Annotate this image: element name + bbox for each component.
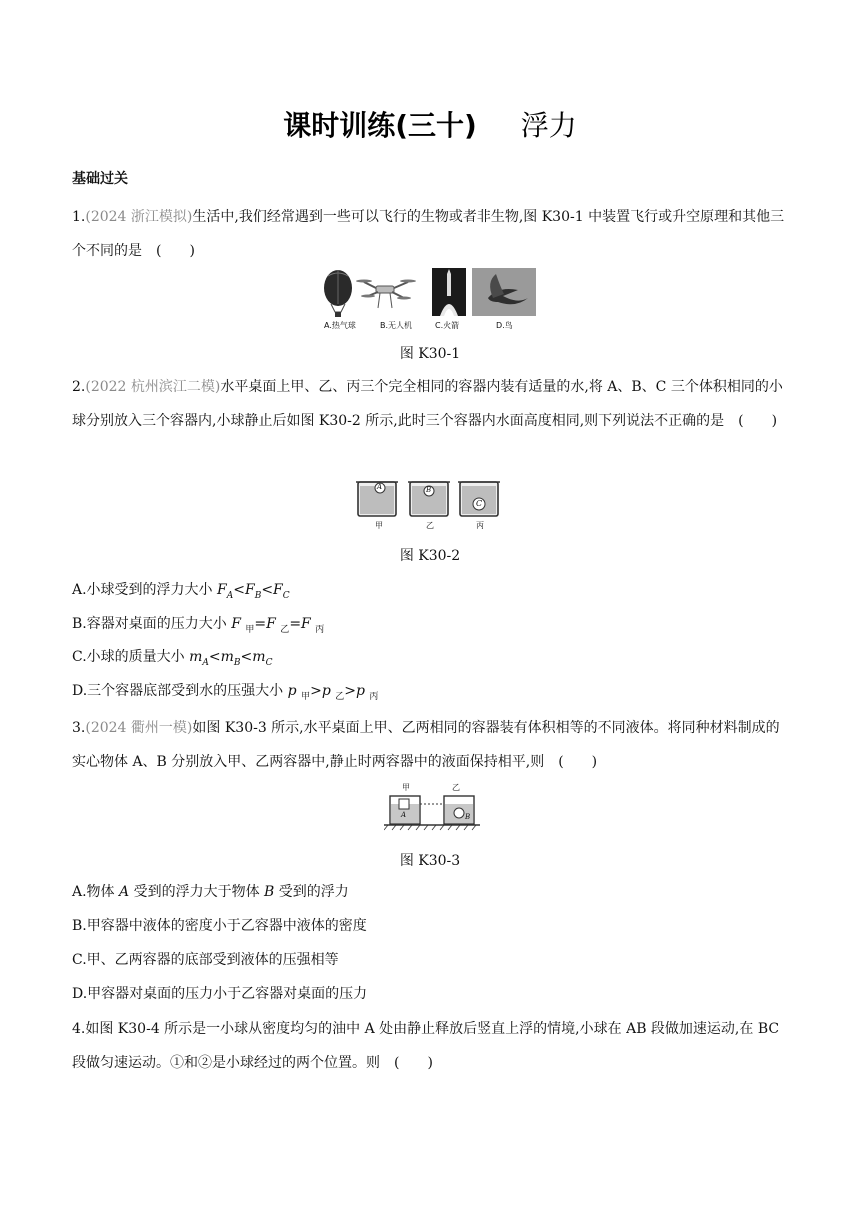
q2-option-d: D.三个容器底部受到水的压强大小 p $_甲$>p $_乙$>p $_丙$: [72, 683, 379, 702]
caption-k30-1: 图 K30-1: [399, 346, 461, 362]
title-topic: 浮力: [520, 109, 577, 142]
q2-option-c: C.小球的质量大小 $m_A<m_B<m_C$: [72, 649, 273, 668]
q3-option-d: D.甲容器对桌面的压力小于乙容器对桌面的压力: [72, 986, 368, 1002]
q2-option-b: B.容器对桌面的压力大小 F $_甲$=F $_乙$=F $_丙$: [72, 616, 325, 635]
question-4: [72, 1012, 792, 1080]
object-b-label: B: [465, 813, 471, 821]
container-jia-3: [390, 796, 420, 824]
q3-option-b: B.甲容器中液体的密度小于乙容器中液体的密度: [72, 918, 367, 934]
container-jia-label: 甲: [375, 521, 383, 530]
q4-text: 如图 K30-4 所示是一小球从密度均匀的油中 A 处由静止释放后竖直上浮的情境,小球在 AB 段做加速运动,在 BC 段做匀速运动。①和②是小球经过的两个位置。则 ( ): [72, 1021, 780, 1071]
q1-number: 1.: [72, 209, 86, 225]
figure-k30-1-label-d: D.鸟: [496, 321, 513, 330]
container-jia-3-label: 甲: [402, 783, 410, 792]
q4-number: 4.: [72, 1021, 86, 1037]
q3-option-a: A.物体 A 受到的浮力大于物体 B 受到的浮力: [72, 884, 349, 900]
ball-c-label: C: [476, 499, 483, 508]
figure-k30-1-label-c: C.火箭: [435, 321, 460, 330]
page-title: [0, 104, 860, 144]
container-yi-label: 乙: [426, 521, 434, 530]
q3-source: (2024 衢州一模): [85, 720, 193, 736]
q3-number: 3.: [72, 720, 86, 736]
ball-a-label: A: [377, 483, 383, 491]
q2-text: 水平桌面上甲、乙、丙三个完全相同的容器内装有适量的水,将 A、B、C 三个体积相同的小球分别放入三个容器内,小球静止后如图 K30-2 所示,此时三个容器内水面高度相同,则下列说法不正确的是 ( ): [72, 379, 783, 429]
rocket-image: [432, 268, 466, 316]
hot-air-balloon-image: [324, 270, 352, 317]
question-2: [72, 370, 792, 438]
figure-k30-1: [318, 268, 540, 334]
q2-source: (2022 杭州滨江二模): [85, 379, 221, 395]
bird-image: [472, 268, 536, 316]
figure-k30-1-label-a: A.热气球: [324, 321, 356, 330]
figure-k30-3-containers: [384, 782, 484, 832]
caption-k30-3: 图 K30-3: [399, 853, 461, 869]
drone-image: [356, 280, 416, 309]
caption-k30-2: 图 K30-2: [399, 548, 461, 564]
container-bing-label: 丙: [476, 521, 484, 530]
q3-option-c: C.甲、乙两容器的底部受到液体的压强相等: [72, 952, 339, 968]
question-1: [72, 200, 792, 268]
q3-text: 如图 K30-3 所示,水平桌面上甲、乙两相同的容器装有体积相等的不同液体。将同种材料制成的实心物体 A、B 分别放入甲、乙两容器中,静止时两容器中的液面保持相平,则 ( ): [72, 720, 780, 770]
q1-source: (2024 浙江模拟): [85, 209, 193, 225]
figure-k30-1-label-b: B.无人机: [380, 321, 413, 330]
q1-text: 生活中,我们经常遇到一些可以飞行的生物或者非生物,图 K30-1 中装置飞行或升空原理和其他三个不同的是 ( ): [72, 209, 785, 259]
figure-k30-3: [384, 782, 484, 832]
container-yi-3-label: 乙: [452, 783, 460, 792]
title-main: 课时训练(三十): [283, 109, 477, 142]
ball-b-label: B: [426, 486, 432, 494]
question-3: [72, 711, 792, 779]
q2-option-a: A.小球受到的浮力大小 $F_A<F_B<F_C$: [72, 582, 290, 601]
q2-number: 2.: [72, 379, 86, 395]
figure-k30-2: [356, 476, 506, 532]
object-a-label: A: [401, 811, 407, 819]
section-heading: 基础过关: [72, 171, 128, 187]
